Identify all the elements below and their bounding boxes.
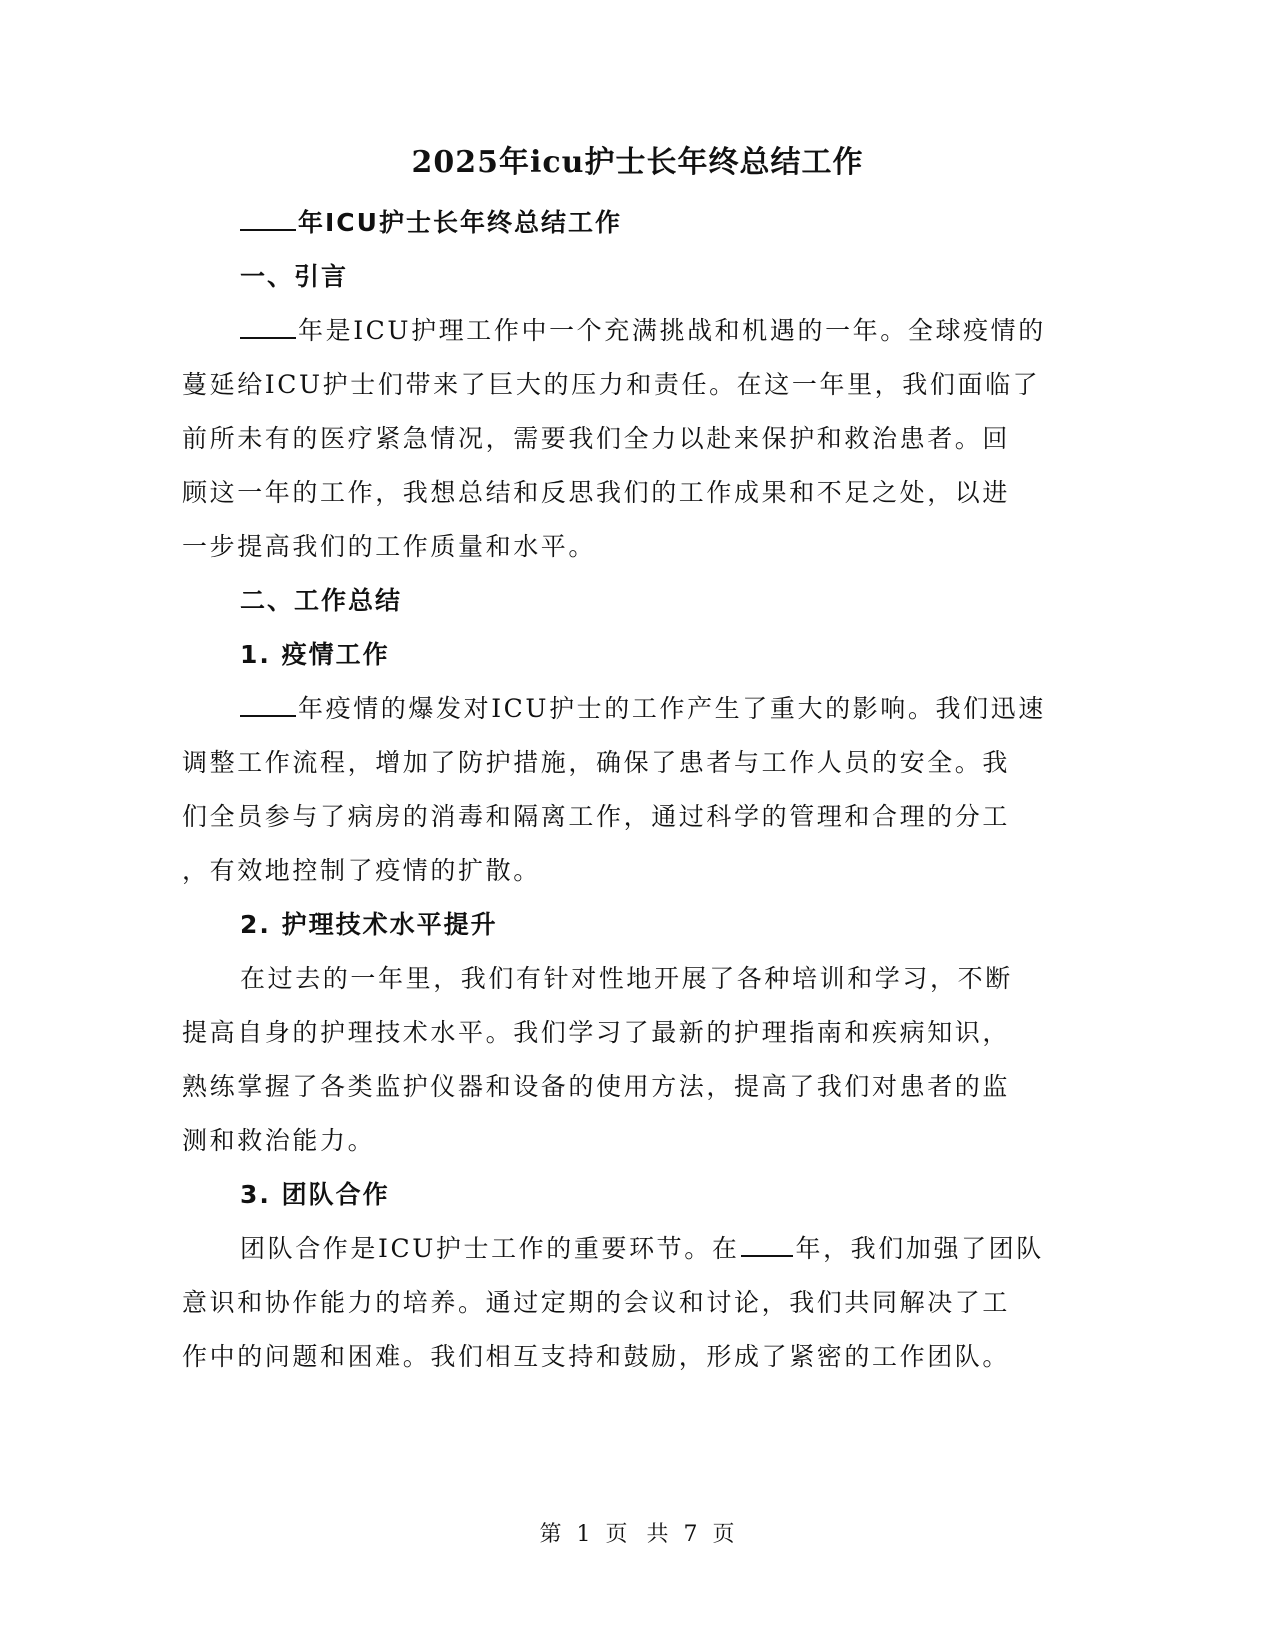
paragraph-line: 提高自身的护理技术水平。我们学习了最新的护理指南和疾病知识， <box>182 1018 1011 1047</box>
paragraph-line: ，有效地控制了疫情的扩散。 <box>182 856 541 885</box>
paragraph-line: 一步提高我们的工作质量和水平。 <box>182 532 597 561</box>
subheading-pandemic-work: 1. 疫情工作 <box>240 640 390 669</box>
paragraph-line: 们全员参与了病房的消毒和隔离工作，通过科学的管理和合理的分工 <box>182 802 1011 831</box>
subtitle <box>240 206 622 240</box>
paragraph-line: 测和救治能力。 <box>182 1126 376 1155</box>
paragraph-text: 年，我们加强了团队 <box>795 1234 1044 1263</box>
paragraph-line: 蔓延给ICU护士们带来了巨大的压力和责任。在这一年里，我们面临了 <box>182 370 1041 399</box>
paragraph-line: 作中的问题和困难。我们相互支持和鼓励，形成了紧密的工作团队。 <box>182 1342 1011 1371</box>
current-page-number: 1 <box>576 1522 592 1547</box>
blank-year-field <box>240 207 296 231</box>
blank-year-field <box>240 693 296 717</box>
paragraph-line: 熟练掌握了各类监护仪器和设备的使用方法，提高了我们对患者的监 <box>182 1072 1011 1101</box>
paragraph-text: 年疫情的爆发对ICU护士的工作产生了重大的影响。我们迅速 <box>298 694 1046 723</box>
blank-year-field <box>240 315 296 339</box>
total-pages-number: 7 <box>683 1522 699 1547</box>
paragraph-line: 顾这一年的工作，我想总结和反思我们的工作成果和不足之处，以进 <box>182 478 1011 507</box>
paragraph-line <box>240 314 1046 348</box>
paragraph-line <box>240 692 1046 726</box>
footer-middle: 页 共 <box>605 1522 670 1547</box>
section-heading-summary: 二、工作总结 <box>240 586 403 615</box>
footer-prefix: 第 <box>539 1522 563 1547</box>
paragraph-text: 团队合作是ICU护士工作的重要环节。在 <box>240 1234 740 1263</box>
paragraph-line: 调整工作流程，增加了防护措施，确保了患者与工作人员的安全。我 <box>182 748 1011 777</box>
subtitle-text: 年ICU护士长年终总结工作 <box>298 208 622 237</box>
subheading-teamwork: 3. 团队合作 <box>240 1180 390 1209</box>
section-heading-intro: 一、引言 <box>240 262 349 291</box>
paragraph-line <box>240 1232 1044 1266</box>
paragraph-line: 前所未有的医疗紧急情况，需要我们全力以赴来保护和救治患者。回 <box>182 424 1011 453</box>
footer-suffix: 页 <box>712 1522 736 1547</box>
paragraph-text: 年是ICU护理工作中一个充满挑战和机遇的一年。全球疫情的 <box>298 316 1046 345</box>
blank-year-field <box>741 1233 793 1257</box>
document-title: 2025年icu护士长年终总结工作 <box>411 145 864 180</box>
paragraph-line: 在过去的一年里，我们有针对性地开展了各种培训和学习，不断 <box>240 964 1013 993</box>
subheading-nursing-skills: 2. 护理技术水平提升 <box>240 910 498 939</box>
paragraph-line: 意识和协作能力的培养。通过定期的会议和讨论，我们共同解决了工 <box>182 1288 1011 1317</box>
page-footer <box>0 1520 1275 1550</box>
